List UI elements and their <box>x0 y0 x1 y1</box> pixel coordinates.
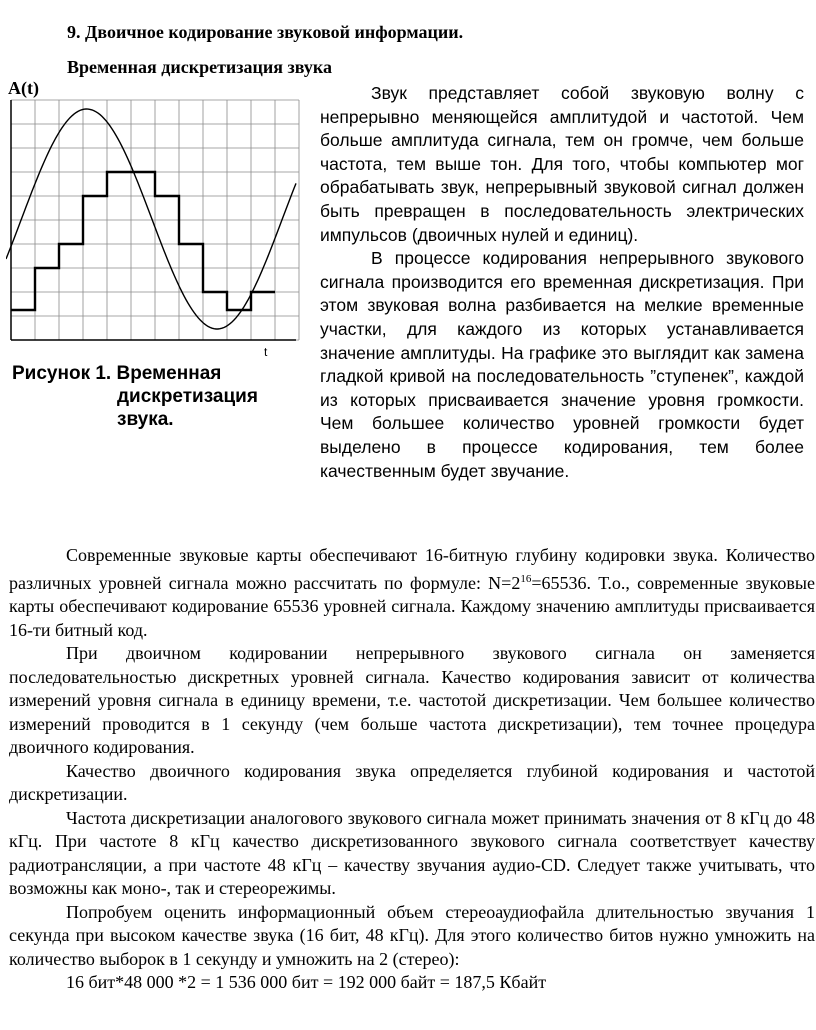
figure-caption-line-2: дискретизация <box>117 386 258 407</box>
figure-caption-line-1: Рисунок 1. Временная <box>12 363 222 384</box>
side-paragraph: В процессе кодирования непрерывного звукового сигнала производится его временная дискретизация. При этом звуковая волна разбивается на мелкие временные участки, для каждого из которых устанавливается значение амплитуды. На графике это выглядит как замена гладкой кривой на последовательность ”ступенек”, каждой из которых присваивается значение уровня громкости. Чем большее количество уровней громкости будет выделено в процессе кодирования, тем более качественным будет звучание. <box>320 248 804 481</box>
y-axis-label: A(t) <box>8 78 39 98</box>
analog-wave-curve <box>6 109 296 329</box>
subsection-heading: Временная дискретизация звука <box>67 57 332 77</box>
formula-exponent: 16 <box>520 572 532 585</box>
paragraph-file-size: Попробуем оценить информационный объем стереоаудиофайла длительностью звучания 1 секунда при высоком качестве звука (16 бит, 48 кГц). Для этого количество битов нужно умножить на количество выборок в 1 секунду и умножить на 2 (стерео): <box>9 901 815 969</box>
sampling-figure-svg <box>6 78 306 368</box>
side-text <box>320 82 804 483</box>
x-axis-label: t <box>264 345 268 359</box>
sampled-step-line <box>11 172 275 310</box>
paragraph-sampling-rate: Частота дискретизации аналогового звукового сигнала может принимать значения от 8 кГц до 48 кГц. При частоте 8 кГц качество дискретизованного звукового сигнала соответствует качеству радиотрансляции, а при частоте 48 кГц – качеству звучания аудио-CD. Следует также учитывать, что возможны как моно-, так и стереорежимы. <box>9 807 815 898</box>
paragraph-binary-coding: При двоичном кодировании непрерывного звукового сигнала он заменяется последовательностью дискретных уровней сигнала. Качество кодирования зависит от количества измерений уровня сигнала в единицу времени, т.е. частотой дискретизации. Чем большее количество измерений проводится в 1 секунду (чем больше частота дискретизации), тем точнее процедура двоичного кодирования. <box>9 643 815 757</box>
figure-grid <box>11 100 299 340</box>
calculation-line: 16 бит*48 000 *2 = 1 536 000 бит = 192 000 байт = 187,5 Кбайт <box>66 972 547 992</box>
figure-caption <box>12 362 258 431</box>
section-heading: 9. Двоичное кодирование звуковой информации. <box>67 22 464 42</box>
figure-caption-line-3: звука. <box>117 409 174 430</box>
paragraph-16bit-part-1: Современные звуковые карты обеспечивают 16-битную глубину кодировки звука. Количество различных уровней сигнала можно рассчитать по формуле: N=2 <box>9 545 815 593</box>
paragraph-16bit-part-2: =65536. Т.о., современные звуковые карты обеспечивают кодирование 65536 уровней сигнала. Каждому значению амплитуды присваивается 16-ти битный код. <box>9 572 815 640</box>
side-paragraph: Звук представляет собой звуковую волну с непрерывно меняющейся амплитудой и частотой. Чем больше амплитуда сигнала, тем он громче, чем больше частота, тем выше тон. Для того, чтобы компьютер мог обрабатывать звук, непрерывный звуковой сигнал должен быть превращен в последовательность электрических импульсов (двоичных нулей и единиц). <box>320 83 804 245</box>
paragraph-16bit <box>9 544 815 642</box>
body-text <box>9 544 815 995</box>
sampling-figure <box>6 78 306 368</box>
paragraph-quality: Качество двоичного кодирования звука определяется глубиной кодирования и частотой дискретизации. <box>9 760 815 804</box>
